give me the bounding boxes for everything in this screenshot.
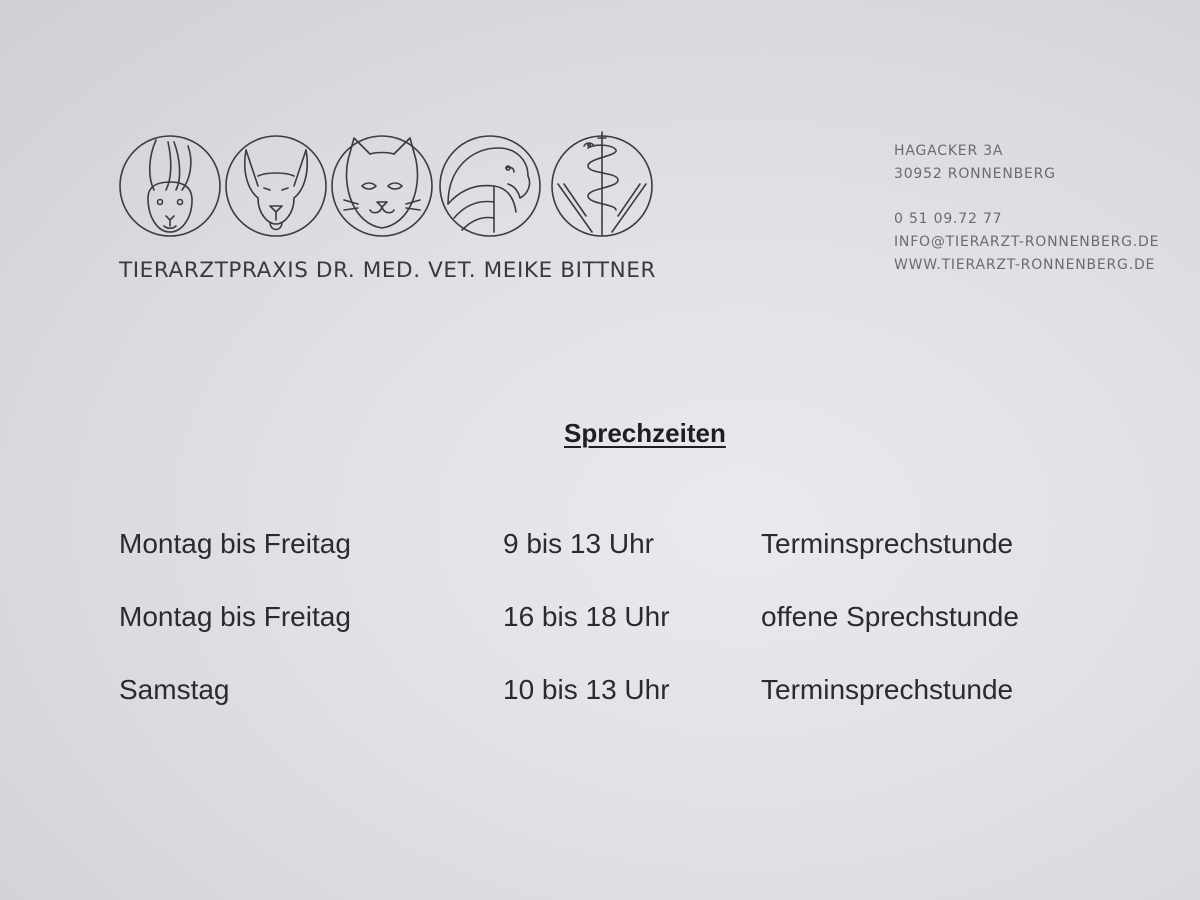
hours-row (119, 601, 1119, 674)
practice-name: TIERARZTPRAXIS DR. MED. VET. MEIKE BITTNER (119, 258, 657, 283)
hours-days: Montag bis Freitag (119, 528, 351, 559)
opening-hours-table (119, 528, 1119, 747)
hours-time: 10 bis 13 Uhr (503, 674, 670, 705)
hours-days: Montag bis Freitag (119, 601, 351, 632)
contact-website: WWW.TIERARZT-RONNENBERG.DE (894, 257, 1156, 273)
contact-email: INFO@TIERARZT-RONNENBERG.DE (894, 234, 1160, 250)
hours-time: 9 bis 13 Uhr (503, 528, 654, 559)
rabbit-icon (120, 136, 220, 236)
contact-spacer (894, 186, 1159, 208)
contact-phone: 0 51 09.72 77 (894, 211, 1003, 227)
cat-icon (332, 136, 432, 236)
hours-type: Terminsprechstunde (761, 674, 1014, 705)
hours-row (119, 528, 1119, 601)
contact-city: 30952 RONNENBERG (894, 166, 1056, 182)
dog-icon (226, 136, 326, 236)
contact-block (894, 140, 1159, 277)
page-title: Sprechzeiten (564, 418, 726, 448)
contact-street: HAGACKER 3A (894, 143, 1004, 159)
vet-snake-staff-icon (552, 132, 652, 236)
practice-logo (118, 128, 658, 243)
hours-days: Samstag (119, 674, 230, 705)
parrot-icon (440, 136, 540, 236)
hours-row (119, 674, 1119, 747)
hours-type: offene Sprechstunde (761, 601, 1019, 632)
hours-time: 16 bis 18 Uhr (503, 601, 670, 632)
hours-type: Terminsprechstunde (761, 528, 1014, 559)
